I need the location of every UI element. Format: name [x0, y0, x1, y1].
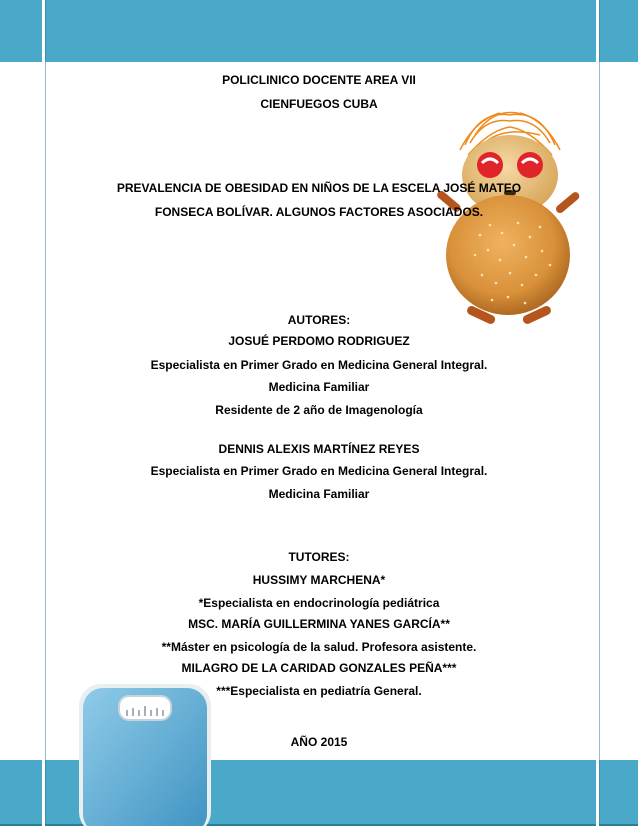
- author-1-field: Medicina Familiar: [268, 380, 370, 394]
- author-1-residency: Residente de 2 año de Imagenología: [215, 403, 423, 417]
- tutor-2-name: MSC. MARÍA GUILLERMINA YANES GARCÍA**: [188, 617, 450, 631]
- author-2-specialty: Especialista en Primer Grado en Medicina General Integral.: [150, 464, 488, 478]
- bread-bun-character-image: [430, 105, 590, 345]
- document-title-line-1: PREVALENCIA DE OBESIDAD EN NIÑOS DE LA ESCELA JOSÉ MATEO: [116, 181, 522, 195]
- institution-name: POLICLINICO DOCENTE AREA VII: [222, 73, 416, 87]
- tutors-heading: TUTORES:: [288, 550, 350, 564]
- author-1-name: JOSUÉ PERDOMO RODRIGUEZ: [228, 334, 410, 348]
- top-frame-bar: [0, 0, 638, 64]
- tutor-2-specialty: **Máster en psicología de la salud. Profesora asistente.: [161, 640, 477, 654]
- tutor-1-specialty: *Especialista en endocrinología pediátrica: [198, 596, 440, 610]
- author-2-field: Medicina Familiar: [268, 487, 370, 501]
- tutor-3-specialty: ***Especialista en pediatría General.: [216, 684, 422, 698]
- document-title-line-2: FONSECA BOLÍVAR. ALGUNOS FACTORES ASOCIADOS.: [154, 205, 484, 219]
- tutor-3-name: MILAGRO DE LA CARIDAD GONZALES PEÑA***: [181, 661, 457, 675]
- institution-location: CIENFUEGOS CUBA: [260, 97, 378, 111]
- tutor-1-name: HUSSIMY MARCHENA*: [252, 573, 386, 587]
- author-1-specialty: Especialista en Primer Grado en Medicina General Integral.: [150, 358, 488, 372]
- document-year: AÑO 2015: [290, 735, 348, 749]
- top-frame-divider: [0, 62, 638, 64]
- author-2-name: DENNIS ALEXIS MARTÍNEZ REYES: [218, 442, 420, 456]
- authors-heading: AUTORES:: [287, 313, 351, 327]
- bathroom-scale-image: [75, 680, 215, 826]
